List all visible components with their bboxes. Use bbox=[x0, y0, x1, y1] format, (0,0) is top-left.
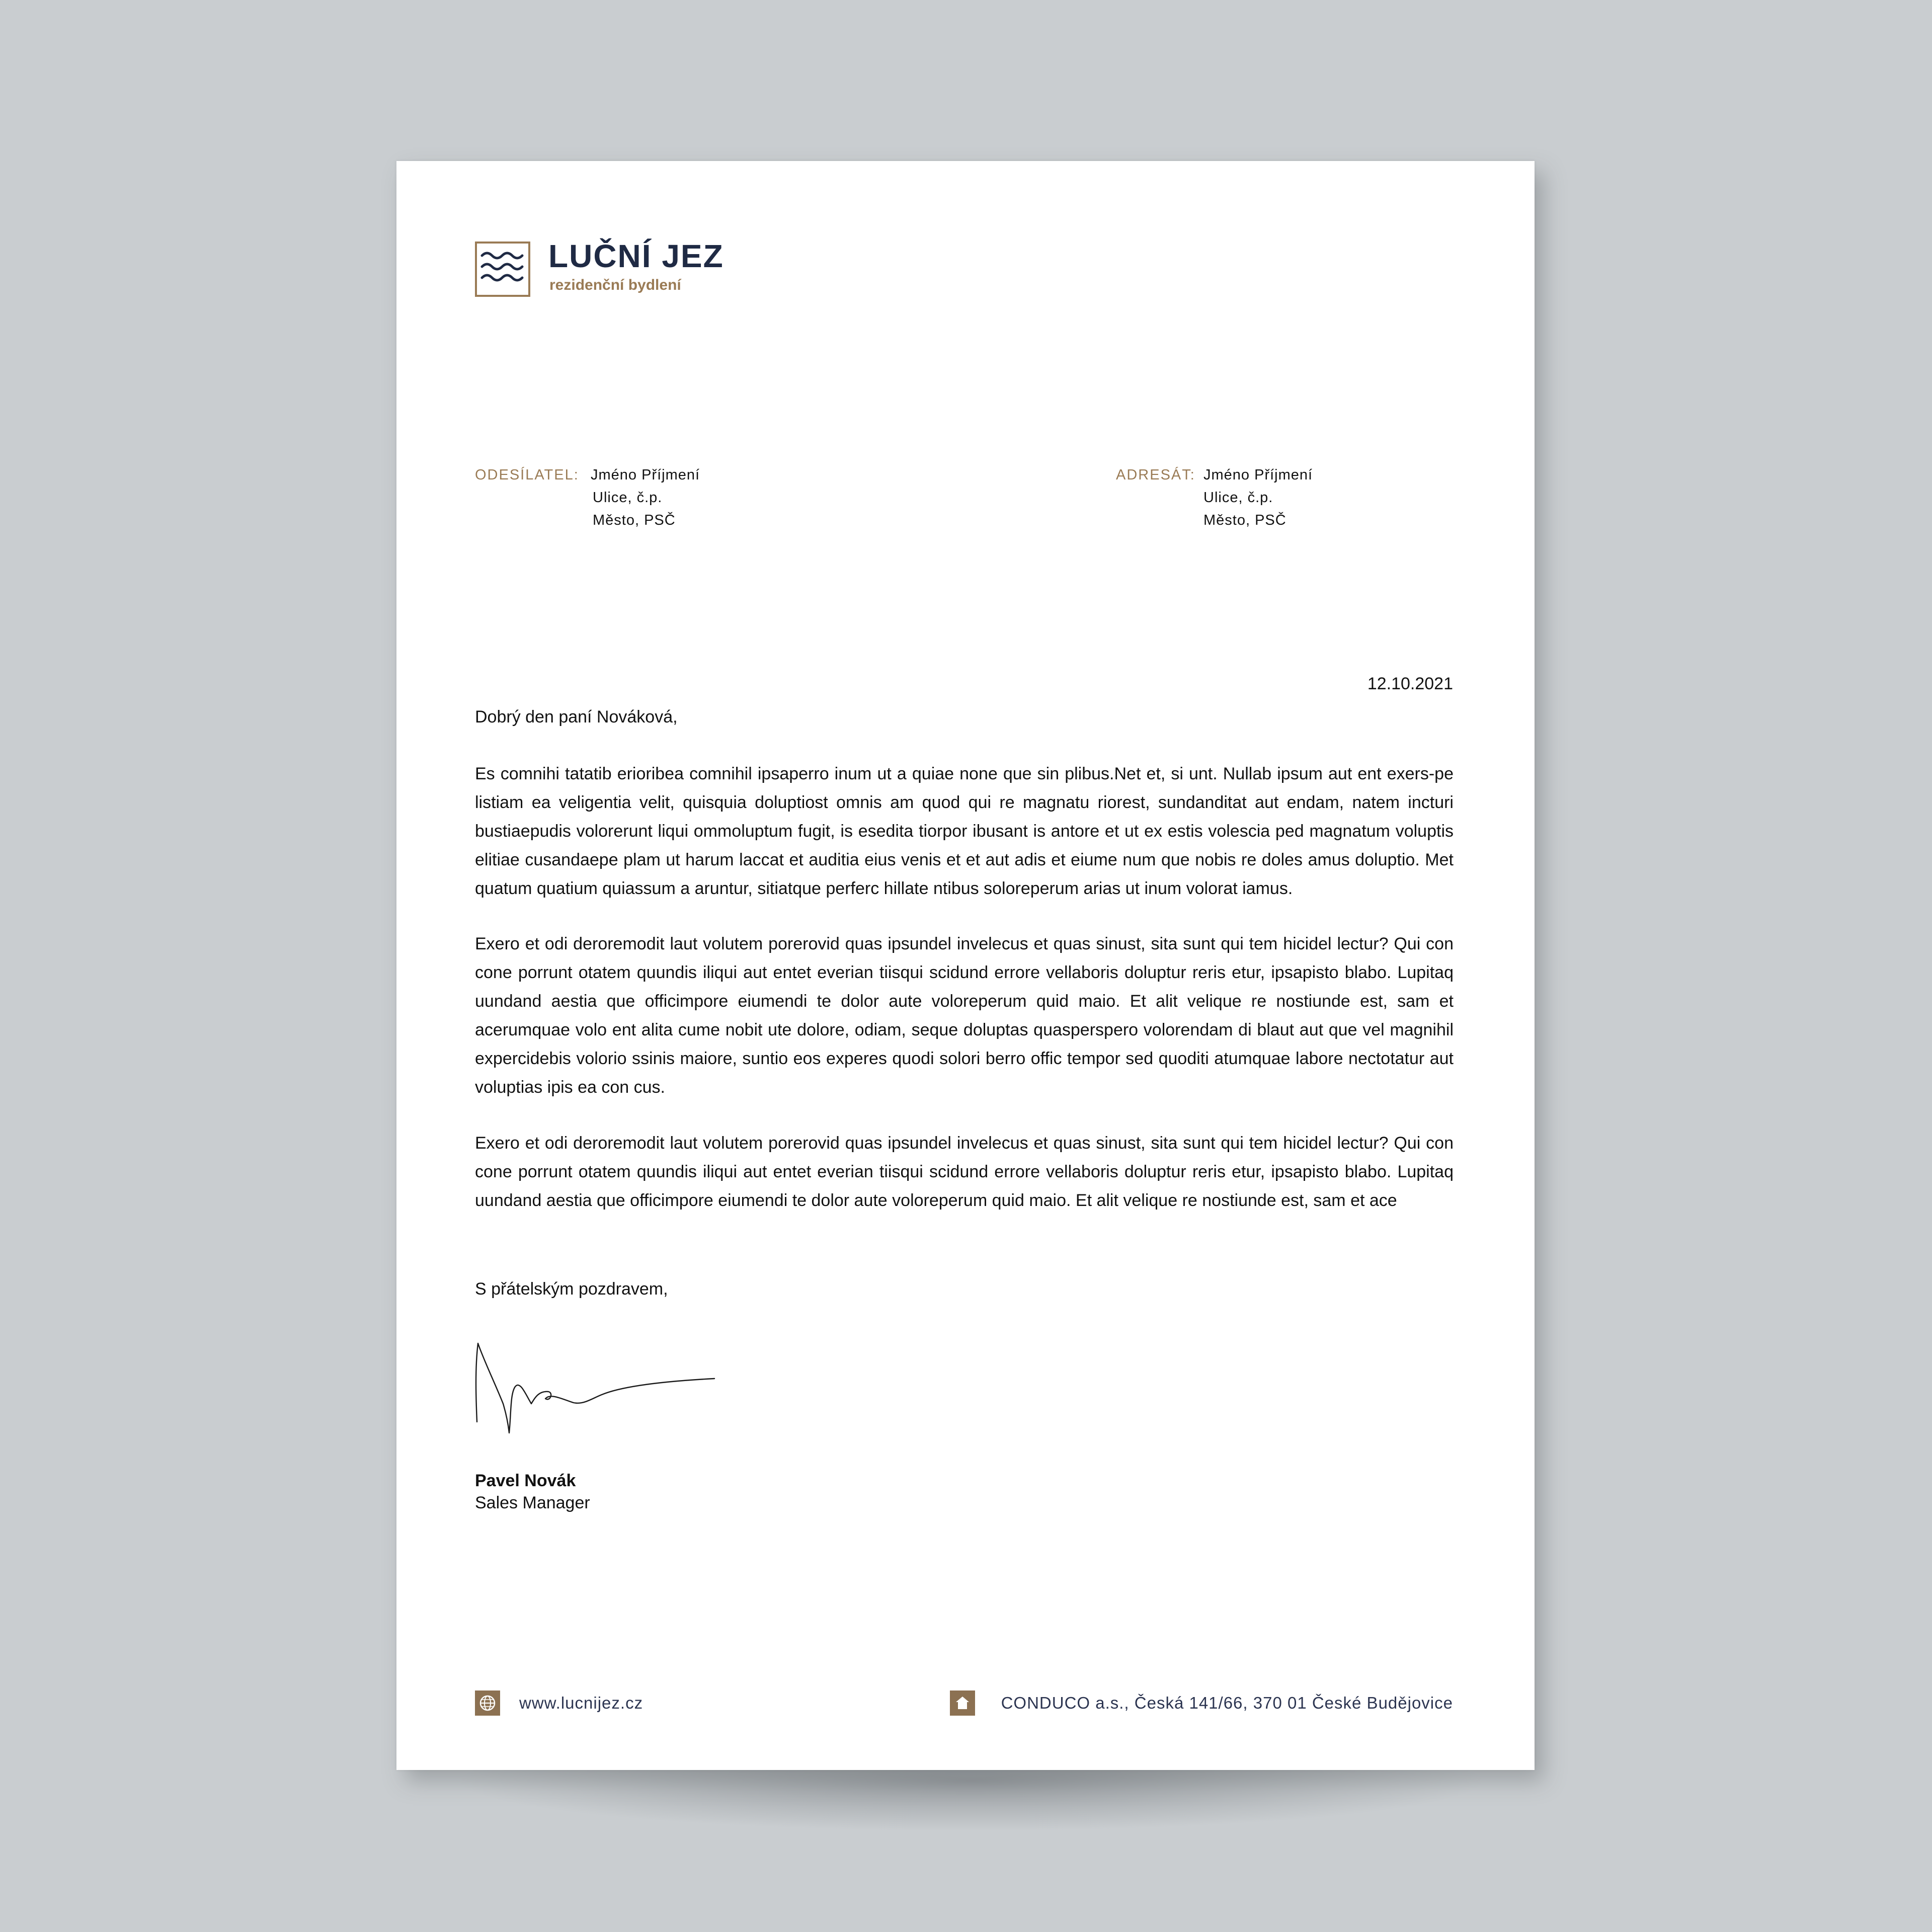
signer-title: Sales Manager bbox=[475, 1493, 590, 1512]
recipient-label: ADRESÁT: bbox=[1116, 467, 1195, 483]
greeting: Dobrý den paní Nováková, bbox=[475, 707, 678, 727]
sender-name: Jméno Příjmení bbox=[591, 467, 700, 483]
brand-tagline: rezidenční bydlení bbox=[549, 277, 681, 293]
website-link[interactable]: www.lucnijez.cz bbox=[519, 1694, 643, 1712]
signer-name: Pavel Novák bbox=[475, 1471, 576, 1490]
company-address: CONDUCO a.s., Česká 141/66, 370 01 České Budějovice bbox=[1001, 1694, 1453, 1712]
letter-date: 12.10.2021 bbox=[1367, 674, 1453, 693]
sender-city: Město, PSČ bbox=[593, 512, 676, 528]
recipient-city: Město, PSČ bbox=[1203, 512, 1286, 528]
globe-icon bbox=[475, 1691, 500, 1716]
recipient-name: Jméno Příjmení bbox=[1203, 467, 1313, 483]
letterhead-sheet bbox=[396, 161, 1535, 1770]
waves-logo-icon bbox=[475, 242, 530, 297]
brand-name: LUČNÍ JEZ bbox=[548, 238, 724, 274]
handwritten-signature bbox=[475, 1338, 716, 1439]
paragraph-3: Exero et odi deroremodit laut volutem porerovid quas ipsundel invelecus et quas sinust, sita sunt qui tem hicidel lectur? Qui con cone porrunt otatem quundis iliqui aut entet everian tiisqui scidund errore vellaboris doluptur reris etur, ipsapisto blabo. Lupitaq uundand aestia que officimpore eiumendi te dolor aute voloreperum quid maio. Et alit velique re nostiunde est, sam et ace bbox=[475, 1134, 1454, 1210]
home-icon bbox=[950, 1691, 975, 1716]
recipient-street: Ulice, č.p. bbox=[1203, 490, 1273, 506]
paragraph-1: Es comnihi tatatib erioribea comnihil ipsaperro inum ut a quiae none que sin plibus.Net et, si unt. Nullab ipsum aut ent exers-pe listiam ea veligentia velit, quisquia doluptiost omnis am quod qui re magnatu riorest, sundanditat aut endam, natem incturi bustiaepudis volorerunt liqui ommoluptum fugit, is esedita tiorpor ibusant is antore et ut ex estis volescia ped magnatum voluptis elitiae cusandaepe plam ut harum laccat et auditia eius venis et et aut adis et eiume num que nobis re doles amus doluptio. Met quatum quatium quiassum a aruntur, sitiatque perferc hillate ntibus soloreperum arias ut inum volorat iamus. bbox=[475, 764, 1454, 898]
sender-label: ODESÍLATEL: bbox=[475, 467, 579, 483]
sender-street: Ulice, č.p. bbox=[593, 490, 663, 506]
paragraph-2: Exero et odi deroremodit laut volutem porerovid quas ipsundel invelecus et quas sinust, sita sunt qui tem hicidel lectur? Qui con cone porrunt otatem quundis iliqui aut entet everian tiisqui scidund errore vellaboris doluptur reris etur, ipsapisto blabo. Lupitaq uundand aestia que officimpore eiumendi te dolor aute voloreperum quid maio. Et alit velique re nostiunde est, sam et acerumquae volo ent alita cume nobit ute dolore, odiam, seque doluptas quasperspero volorendam di blaut aut que vel magnihil expercidebis volorio ssinis maiore, suntio eos experes quodi solori berro offic tempor sed quoditi atumquae labore nectotatur aut voluptias ipis ea con cus. bbox=[475, 934, 1454, 1097]
closing: S přátelským pozdravem, bbox=[475, 1279, 668, 1299]
